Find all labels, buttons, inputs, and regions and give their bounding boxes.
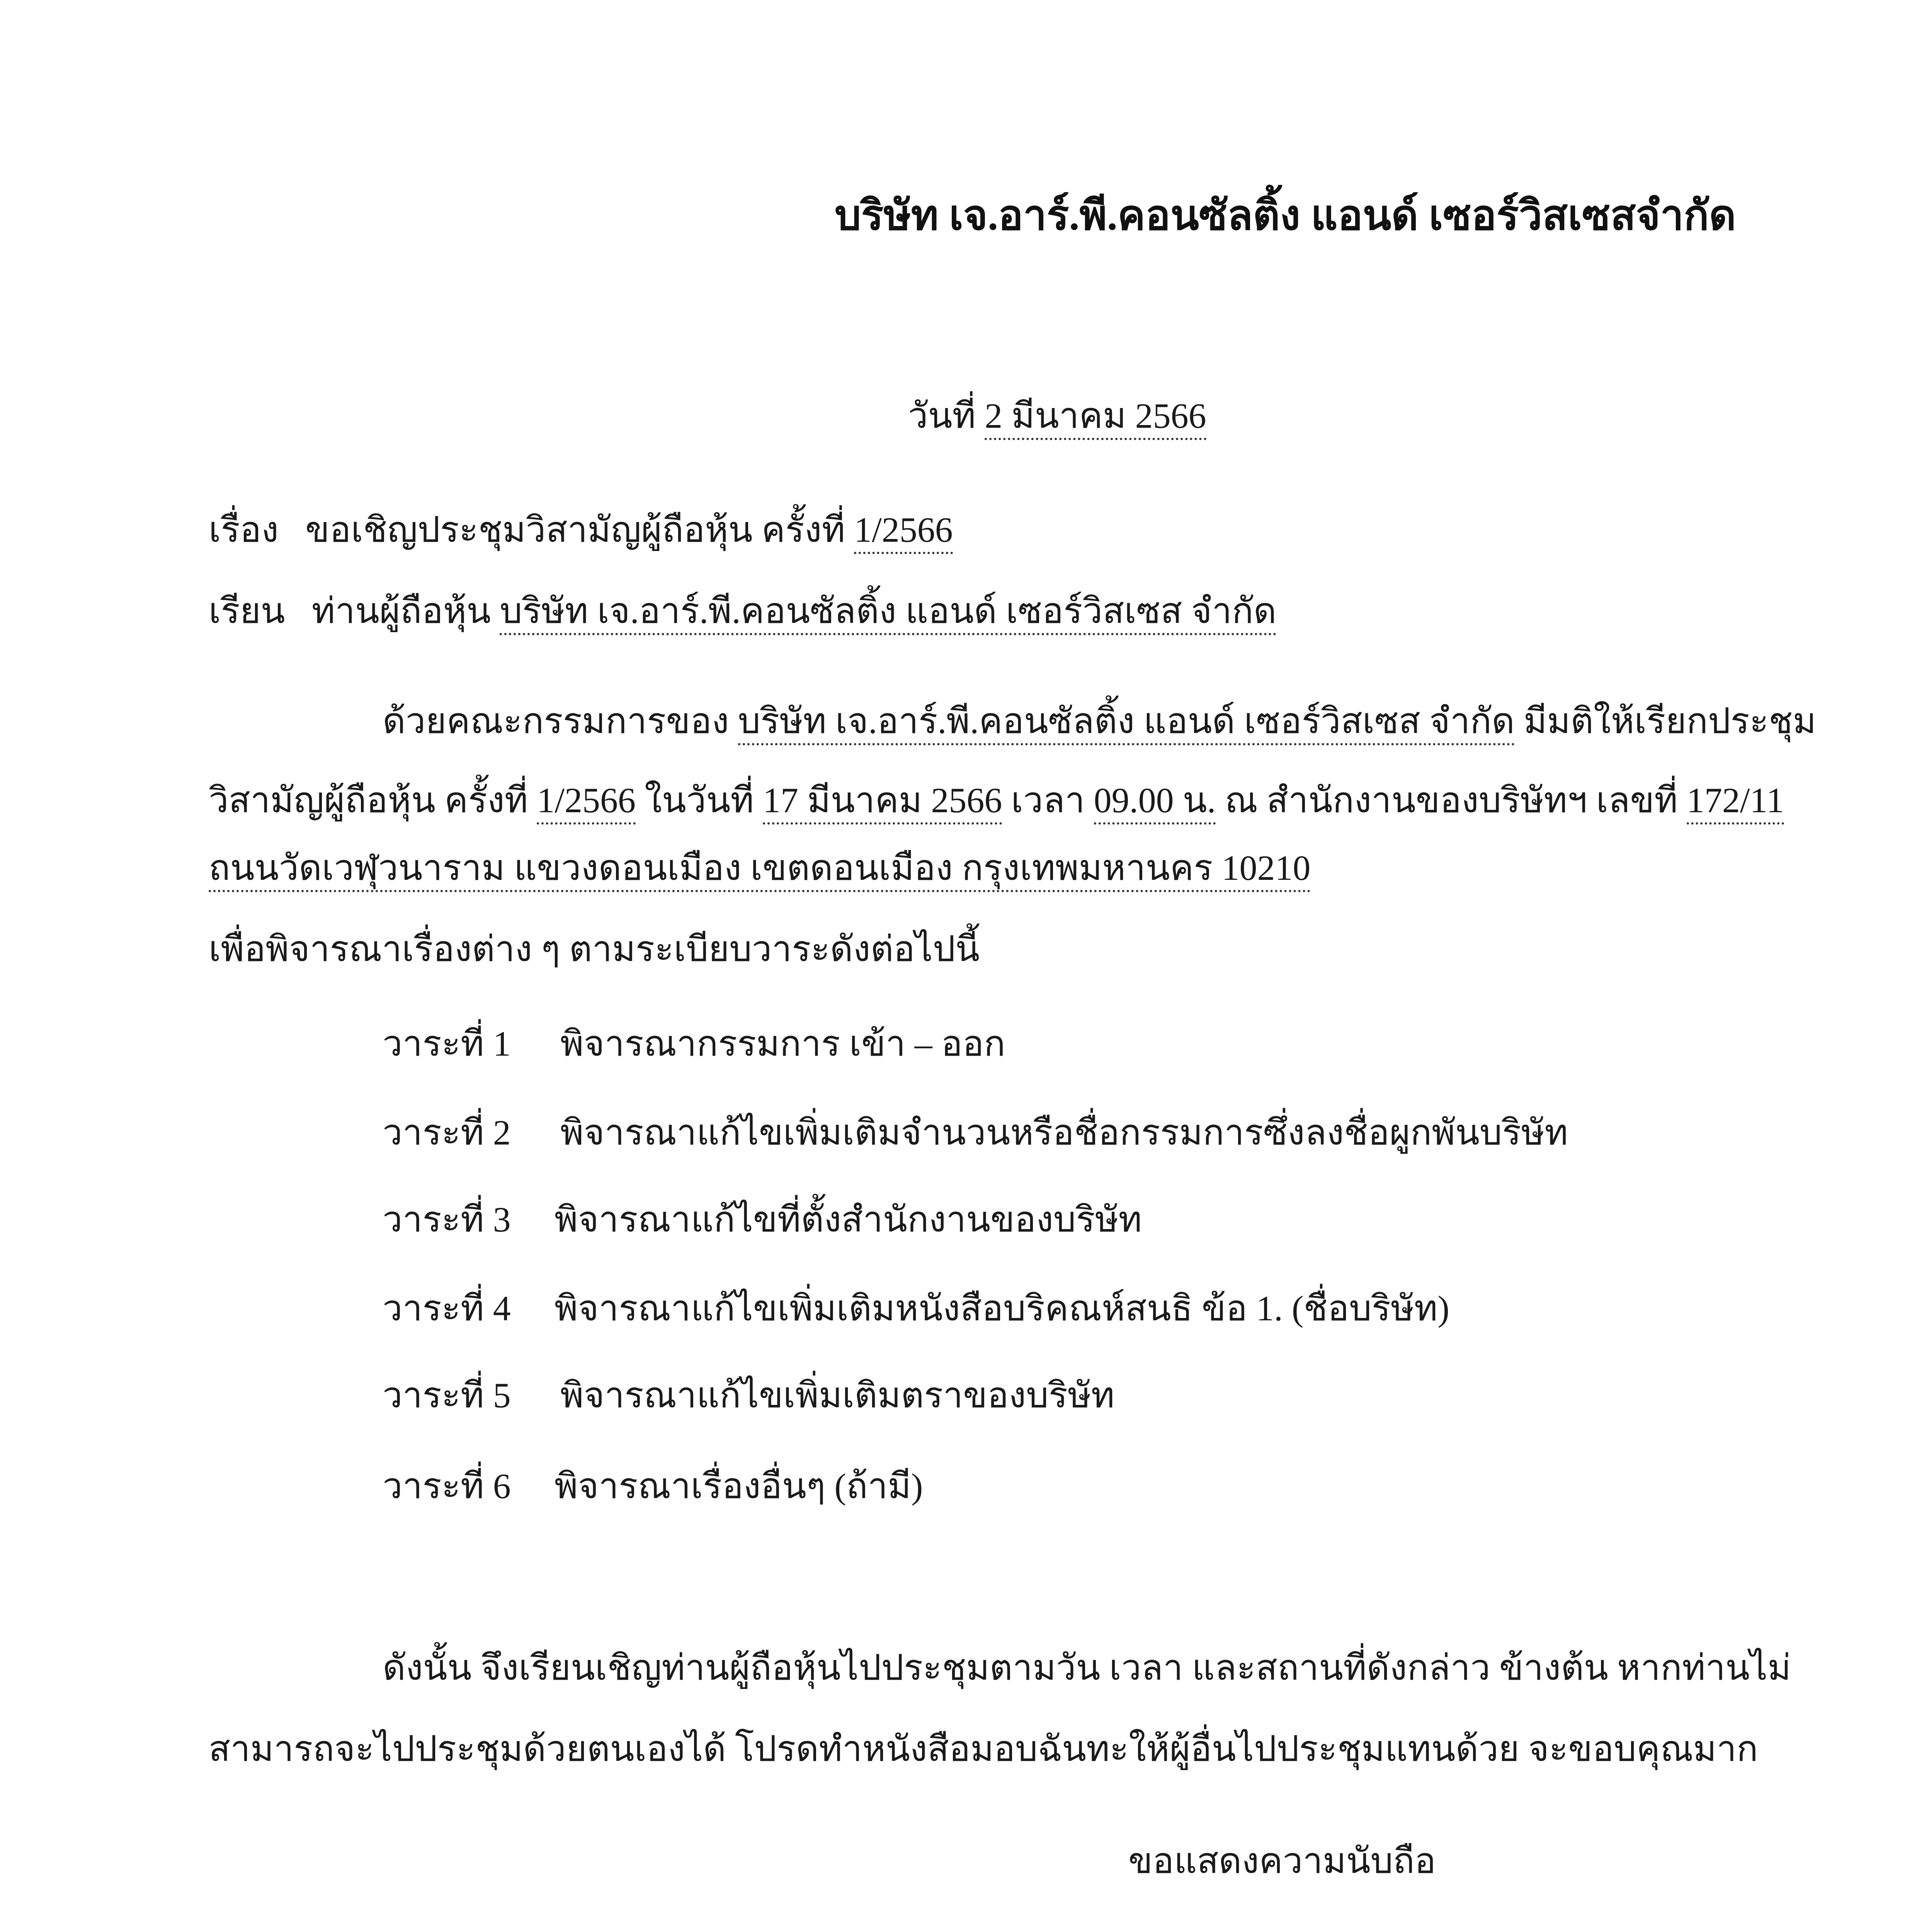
date-value: 2 มีนาคม 2566 — [985, 396, 1206, 440]
intro-suffix: มีมติให้เรียกประชุม — [1523, 701, 1817, 741]
agenda-number: วาระที่ 2 — [383, 1113, 511, 1152]
agenda-item — [383, 1026, 1005, 1061]
agenda-item — [383, 1291, 1449, 1326]
intro-location-label: ณ สำนักงานของบริษัทฯ เลขที่ — [1225, 781, 1678, 820]
agenda-item — [383, 1115, 1568, 1150]
intro-meeting-no: 1/2566 — [537, 781, 636, 825]
intro-date-label: ในวันที่ — [645, 781, 754, 820]
closing-line-1: ดังนั้น จึงเรียนเชิญท่านผู้ถือหุ้นไปประชุมตามวัน เวลา และสถานที่ดังกล่าว ข้างต้น หากท่านไม่ — [383, 1648, 1791, 1687]
recipient-label: เรียน — [209, 591, 285, 631]
agenda-item — [383, 1378, 1114, 1413]
agenda-text: พิจารณาแก้ไขเพิ่มเติมจำนวนหรือชื่อกรรมการซึ่งลงชื่อผูกพันบริษัท — [560, 1113, 1568, 1152]
agenda-text: พิจารณาแก้ไขเพิ่มเติมหนังสือบริคณห์สนธิ ข้อ 1. (ชื่อบริษัท) — [555, 1289, 1449, 1328]
agenda-text: พิจารณาแก้ไขที่ตั้งสำนักงานของบริษัท — [555, 1200, 1142, 1239]
agenda-item — [383, 1468, 923, 1504]
agenda-number: วาระที่ 6 — [383, 1466, 511, 1506]
intro-line-1 — [383, 703, 1816, 739]
agenda-number: วาระที่ 1 — [383, 1024, 511, 1063]
date-label: วันที่ — [908, 396, 976, 435]
intro-meeting-label: วิสามัญผู้ถือหุ้น ครั้งที่ — [209, 781, 528, 820]
agenda-number: วาระที่ 5 — [383, 1376, 511, 1415]
intro-line-2 — [209, 782, 1784, 818]
intro-meeting-time: 09.00 น. — [1094, 781, 1216, 825]
subject-text: ขอเชิญประชุมวิสามัญผู้ถือหุ้น ครั้งที่ — [305, 510, 845, 549]
recipient-line — [209, 593, 1276, 629]
subject-label: เรื่อง — [209, 510, 279, 549]
closing-line-2: สามารถจะไปประชุมด้วยตนเองได้ โปรดทำหนังสือมอบฉันทะให้ผู้อื่นไปประชุมแทนด้วย จะขอบคุณมาก — [209, 1729, 1758, 1769]
intro-meeting-date: 17 มีนาคม 2566 — [763, 781, 1002, 825]
agenda-text: พิจารณาแก้ไขเพิ่มเติมตราของบริษัท — [560, 1376, 1115, 1415]
agenda-number: วาระที่ 4 — [383, 1289, 511, 1328]
agenda-item — [383, 1202, 1142, 1237]
agenda-number: วาระที่ 3 — [383, 1200, 511, 1239]
intro-address: ถนนวัดเวฬุวนาราม แขวงดอนเมือง เขตดอนเมือง กรุงเทพมหานคร 10210 — [209, 848, 1311, 892]
intro-line-3 — [209, 850, 1311, 886]
date-line — [908, 398, 1206, 434]
intro-address-no: 172/11 — [1687, 781, 1784, 825]
signature-salutation: ขอแสดงความนับถือ — [1128, 1841, 1436, 1881]
company-header: บริษัท เจ.อาร์.พี.คอนซัลติ้ง แอนด์ เซอร์วิสเซสจำกัด — [835, 193, 1736, 239]
recipient-company: บริษัท เจ.อาร์.พี.คอนซัลติ้ง แอนด์ เซอร์วิสเซส จำกัด — [500, 591, 1276, 635]
recipient-text: ท่านผู้ถือหุ้น — [311, 591, 491, 631]
agenda-text: พิจารณากรรมการ เข้า – ออก — [560, 1024, 1005, 1063]
intro-time-label: เวลา — [1011, 781, 1085, 820]
subject-number: 1/2566 — [854, 510, 953, 554]
agenda-text: พิจารณาเรื่องอื่นๆ (ถ้ามี) — [555, 1466, 923, 1506]
intro-line-4: เพื่อพิจารณาเรื่องต่าง ๆ ตามระเบียบวาระดังต่อไปนี้ — [209, 929, 980, 969]
intro-company: บริษัท เจ.อาร์.พี.คอนซัลติ้ง แอนด์ เซอร์วิสเซส จำกัด — [738, 701, 1515, 745]
subject-line — [209, 512, 953, 548]
intro-prefix: ด้วยคณะกรรมการของ — [383, 701, 729, 741]
